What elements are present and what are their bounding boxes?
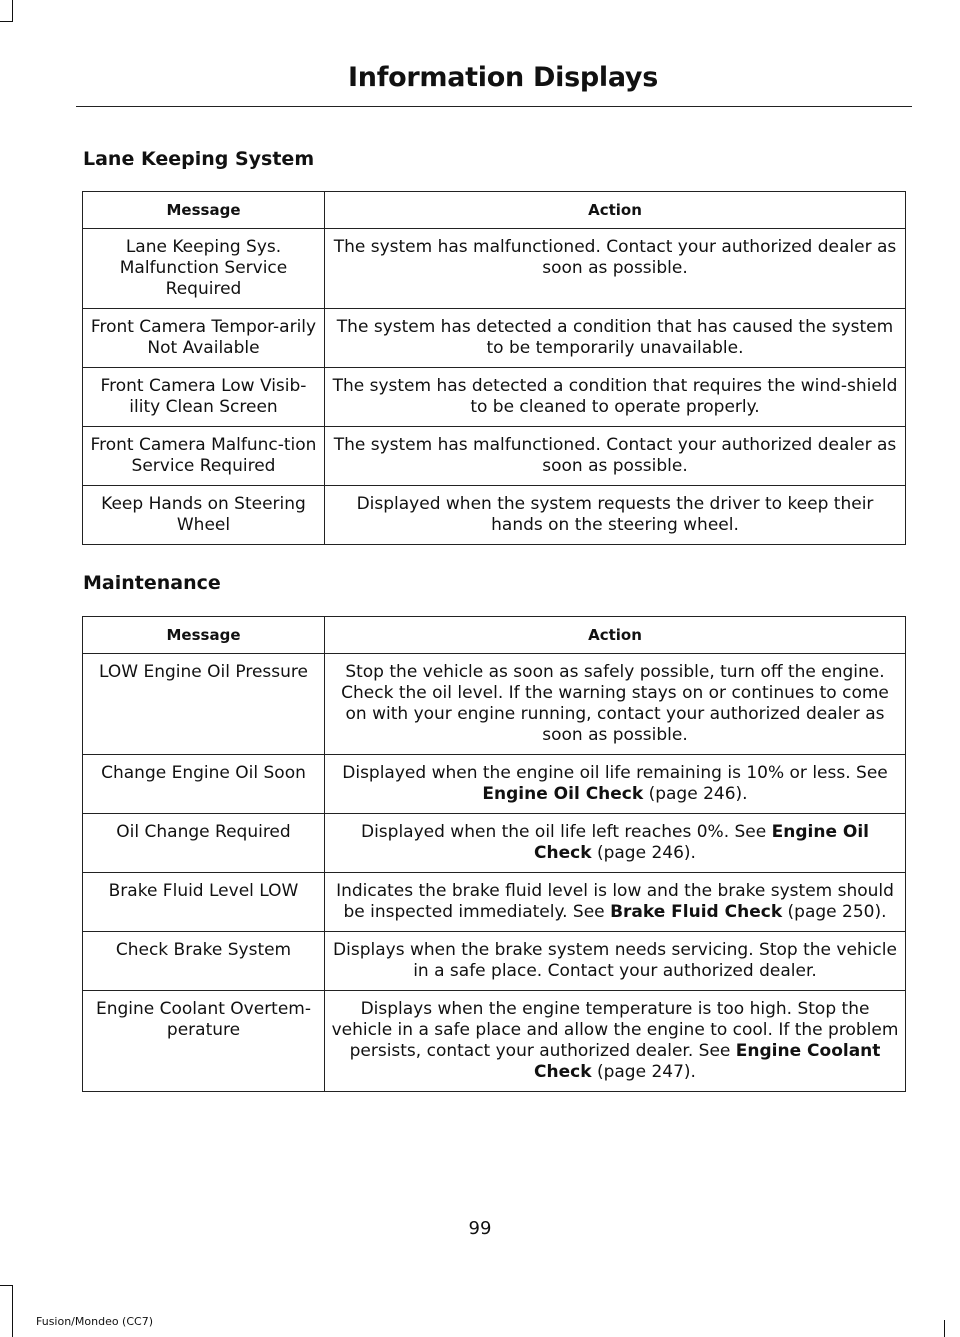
- action-text: The system has malfunctioned. Contact your authorized dealer as soon as possible.: [333, 237, 897, 278]
- message-cell: Brake Fluid Level LOW: [83, 873, 325, 932]
- header-divider: [76, 106, 912, 107]
- crop-mark-bottom-left: [12, 1285, 13, 1337]
- message-cell: Engine Coolant Overtem-perature: [83, 991, 325, 1092]
- action-text: The system has detected a condition that requires the wind-shield to be cleaned to operate properly.: [332, 376, 898, 417]
- crop-mark-bottom-right: [944, 1320, 945, 1337]
- page-title: Information Displays: [348, 62, 658, 93]
- crop-mark-top-left: [12, 0, 13, 22]
- table-row: [83, 486, 906, 545]
- action-text: Indicates the brake fluid level is low and the brake system should be inspected immediately. See: [336, 881, 894, 922]
- table-row: [83, 427, 906, 486]
- lane-keeping-table: [82, 191, 906, 545]
- section-title-maintenance: Maintenance: [83, 572, 221, 594]
- action-cell: [325, 873, 906, 932]
- table-row: [83, 755, 906, 814]
- message-cell: Front Camera Tempor-arily Not Available: [83, 309, 325, 368]
- message-cell: Oil Change Required: [83, 814, 325, 873]
- table-row: [83, 229, 906, 309]
- message-cell: LOW Engine Oil Pressure: [83, 654, 325, 755]
- action-cell: [325, 309, 906, 368]
- action-text: Displayed when the engine oil life remaining is 10% or less. See: [342, 763, 888, 783]
- cross-reference-link[interactable]: Engine Coolant Check: [534, 1041, 881, 1082]
- action-cell: [325, 368, 906, 427]
- crop-mark-top-left: [0, 21, 13, 22]
- message-cell: Check Brake System: [83, 932, 325, 991]
- cross-reference-link[interactable]: Engine Oil Check: [482, 784, 644, 804]
- column-header-action: Action: [325, 617, 906, 654]
- message-cell: Front Camera Malfunc-tion Service Required: [83, 427, 325, 486]
- action-text: The system has malfunctioned. Contact your authorized dealer as soon as possible.: [333, 435, 897, 476]
- column-header-message: Message: [83, 617, 325, 654]
- action-cell: [325, 991, 906, 1092]
- action-text: (page 247).: [591, 1062, 696, 1082]
- message-cell: Lane Keeping Sys. Malfunction Service Required: [83, 229, 325, 309]
- maintenance-table: [82, 616, 906, 1092]
- action-text: (page 246).: [591, 843, 696, 863]
- action-cell: [325, 654, 906, 755]
- action-cell: [325, 814, 906, 873]
- action-cell: [325, 755, 906, 814]
- action-cell: [325, 229, 906, 309]
- footer-model: Fusion/Mondeo (CC7): [36, 1315, 154, 1328]
- action-text: Displayed when the oil life left reaches 0%. See: [360, 822, 772, 842]
- table-row: [83, 932, 906, 991]
- action-text: Displays when the brake system needs servicing. Stop the vehicle in a safe place. Contact your authorized dealer.: [333, 940, 897, 981]
- column-header-message: Message: [83, 192, 325, 229]
- action-text: Stop the vehicle as soon as safely possible, turn off the engine. Check the oil level. If the warning stays on or continues to come on with your engine running, contact your authorized dealer as soon as possible.: [341, 662, 889, 745]
- table-row: [83, 873, 906, 932]
- message-cell: Change Engine Oil Soon: [83, 755, 325, 814]
- section-title-lane-keeping: Lane Keeping System: [83, 148, 315, 170]
- action-text: Displays when the engine temperature is too high. Stop the vehicle in a safe place and allow the engine to cool. If the problem persists, contact your authorized dealer. See: [331, 999, 899, 1061]
- action-text: Displayed when the system requests the driver to keep their hands on the steering wheel.: [356, 494, 874, 535]
- table-row: [83, 991, 906, 1092]
- cross-reference-link[interactable]: Brake Fluid Check: [610, 902, 783, 922]
- action-cell: [325, 427, 906, 486]
- page-number: 99: [468, 1218, 492, 1239]
- action-text: (page 246).: [643, 784, 748, 804]
- action-text: The system has detected a condition that has caused the system to be temporarily unavailable.: [336, 317, 894, 358]
- message-cell: Keep Hands on Steering Wheel: [83, 486, 325, 545]
- crop-mark-bottom-left: [0, 1285, 13, 1286]
- action-cell: [325, 932, 906, 991]
- table-row: [83, 368, 906, 427]
- cross-reference-link[interactable]: Engine Oil Check: [534, 822, 869, 863]
- table-row: [83, 654, 906, 755]
- table-row: [83, 309, 906, 368]
- message-cell: Front Camera Low Visib-ility Clean Screen: [83, 368, 325, 427]
- action-text: (page 250).: [782, 902, 887, 922]
- table-row: [83, 814, 906, 873]
- column-header-action: Action: [325, 192, 906, 229]
- action-cell: [325, 486, 906, 545]
